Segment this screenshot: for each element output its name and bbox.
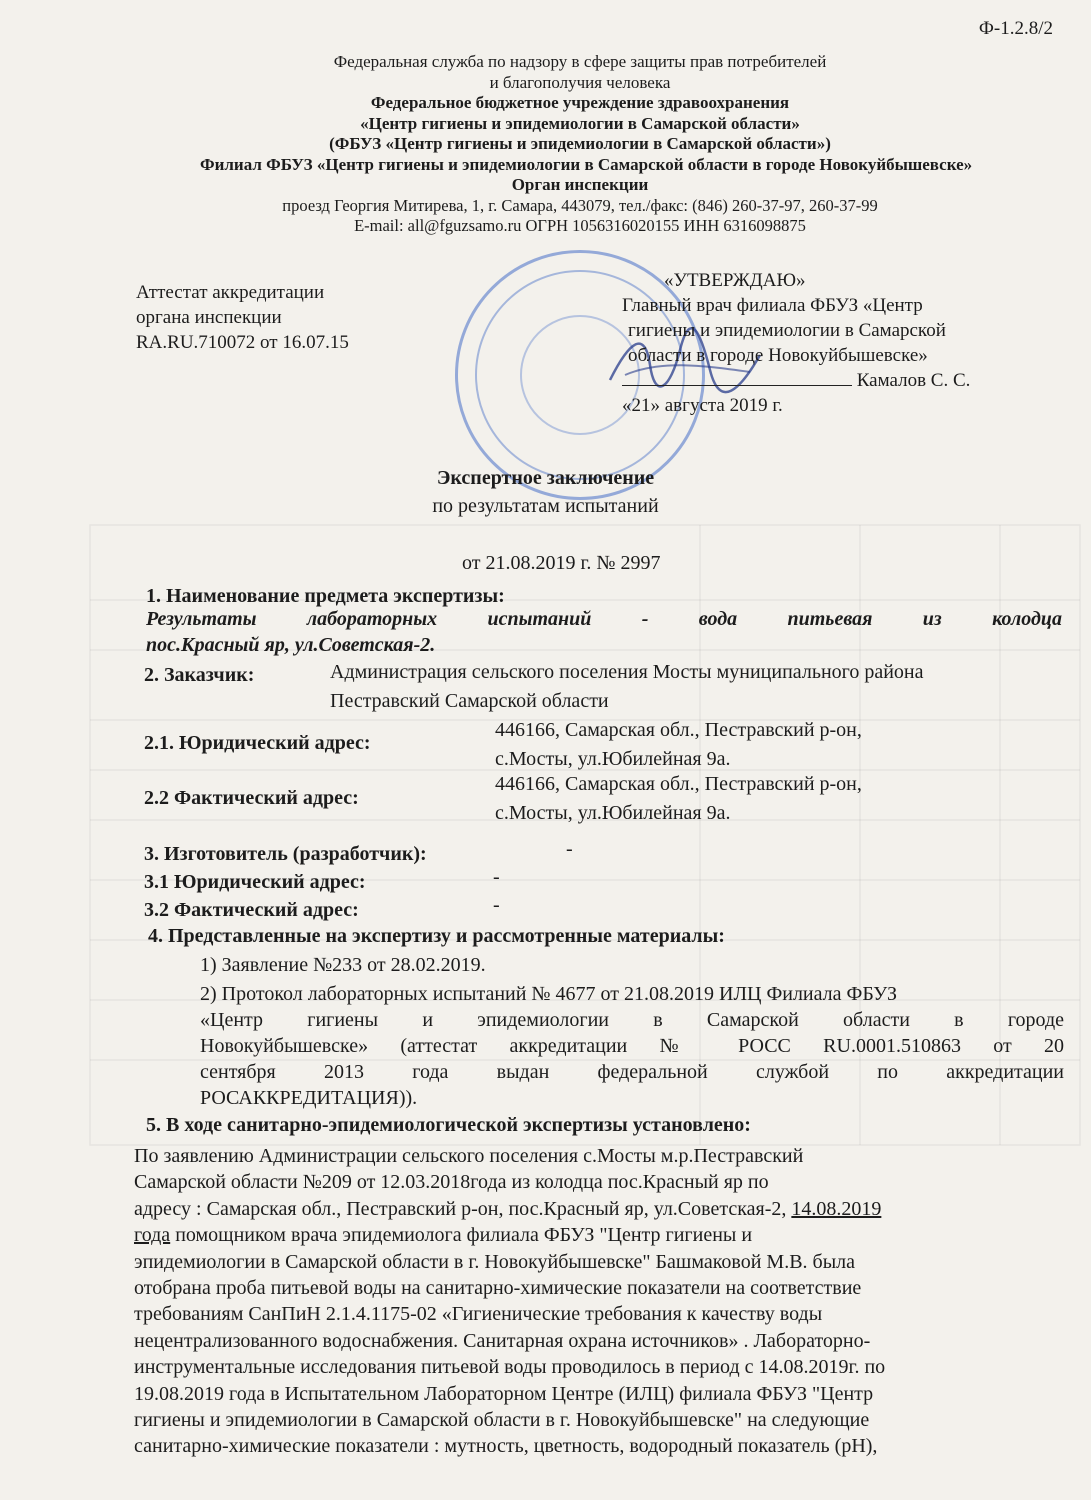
approval-line: гигиены и эпидемиологии в Самарской xyxy=(628,320,946,341)
sampling-date: 14.08.2019 xyxy=(791,1197,882,1220)
body-line: отобрана проба питьевой воды на санитарно-химические показатели на соответствие xyxy=(134,1277,862,1300)
body-line: 19.08.2019 года в Испытательном Лабораторном Центре (ИЛЦ) филиала ФБУЗ "Центр xyxy=(134,1382,874,1405)
subject-word: питьевая xyxy=(787,608,873,630)
section-4-title: 4. Представленные на экспертизу и рассмотренные материалы: xyxy=(148,925,725,947)
form-code: Ф-1.2.8/2 xyxy=(978,18,1053,39)
sampling-date-cont: года xyxy=(134,1224,171,1247)
subject-word: из xyxy=(922,608,942,630)
header-address: проезд Георгия Митирева, 1, г. Самара, 443079, тел./факс: (846) 260-37-97, 260-37-99 xyxy=(282,195,878,215)
signature-line xyxy=(622,385,852,386)
section-1-title: 1. Наименование предмета экспертизы: xyxy=(146,585,505,607)
body-line: нецентрализованного водоснабжения. Санитарная охрана источников» . Лабораторно- xyxy=(134,1329,871,1352)
approval-line: области в городе Новокуйбышевске» xyxy=(628,345,928,366)
body-line: требованиям СанПиН 2.1.4.1175-02 «Гигиенические требования к качеству воды xyxy=(134,1303,823,1326)
accreditation-number: RA.RU.710072 от 16.07.15 xyxy=(136,332,349,353)
material-item-cont: Новокуйбышевске» (аттестат аккредитации № РОСС RU.0001.510863 от 20 xyxy=(200,1035,1064,1057)
section-5-body xyxy=(134,1143,1064,1460)
section-5-title: 5. В ходе санитарно-эпидемиологической экспертизы установлено: xyxy=(146,1114,751,1136)
body-line xyxy=(134,1196,1064,1222)
approval-heading: «УТВЕРЖДАЮ» xyxy=(664,270,806,291)
customer-name-cont: Пестравский Самарской области xyxy=(330,690,609,712)
header-bold-line: «Центр гигиены и эпидемиологии в Самарской области» xyxy=(360,113,800,133)
material-item-cont: «Центр гигиены и эпидемиологии в Самарской области в городе xyxy=(200,1009,1064,1031)
subject-word: колодца xyxy=(992,608,1062,630)
customer-name: Администрация сельского поселения Мосты муниципального района xyxy=(330,661,924,683)
actual-address: 446166, Самарская обл., Пестравский р-он, xyxy=(495,773,862,795)
accreditation-block xyxy=(136,280,349,355)
document-date-number: от 21.08.2019 г. № 2997 xyxy=(462,552,661,574)
header-bold-line: Филиал ФБУЗ «Центр гигиены и эпидемиологии в Самарской области в городе Новокуйбышевске» xyxy=(200,154,973,174)
approval-block xyxy=(622,268,970,418)
subject-word: - xyxy=(641,608,649,630)
section-3-2-label: 3.2 Фактический адрес: xyxy=(144,899,359,921)
manufacturer-legal-address: - xyxy=(493,866,500,888)
legal-address: 446166, Самарская обл., Пестравский р-он, xyxy=(495,719,862,741)
body-text: адресу : Самарская обл., Пестравский р-он, пос.Красный яр, ул.Советская-2, xyxy=(134,1197,792,1220)
header-line: Федеральная служба по надзору в сфере защиты прав потребителей xyxy=(333,52,827,71)
section-2-2-label: 2.2 Фактический адрес: xyxy=(144,787,359,809)
body-line: гигиены и эпидемиологии в Самарской области в г. Новокуйбышевске" на следующие xyxy=(134,1409,870,1432)
header-contacts: E-mail: all@fguzsamo.ru ОГРН 1056316020155 ИНН 6316098875 xyxy=(354,216,806,235)
subject-word: Результаты xyxy=(146,608,257,630)
section-2-1-label: 2.1. Юридический адрес: xyxy=(144,732,371,754)
accreditation-line: органа инспекции xyxy=(136,307,282,328)
approval-line: Главный врач филиала ФБУЗ «Центр xyxy=(622,295,923,316)
subject-word: испытаний xyxy=(487,608,592,630)
manufacturer-actual-address: - xyxy=(493,894,500,916)
section-1-subject-cont: пос.Красный яр, ул.Советская-2. xyxy=(146,634,436,656)
document-subtitle: по результатам испытаний xyxy=(432,495,659,517)
header-line: и благополучия человека xyxy=(489,72,671,92)
section-3-1-label: 3.1 Юридический адрес: xyxy=(144,871,366,893)
body-line: эпидемиологии в Самарской области в г. Новокуйбышевске" Башмаковой М.В. была xyxy=(134,1250,856,1273)
section-3-label: 3. Изготовитель (разработчик): xyxy=(144,843,427,865)
material-item-cont: РОСАККРЕДИТАЦИЯ)). xyxy=(200,1087,418,1109)
header-bold-line: Орган инспекции xyxy=(511,175,649,194)
body-line xyxy=(134,1222,1064,1248)
actual-address-cont: с.Мосты, ул.Юбилейная 9а. xyxy=(495,802,731,824)
header-bold-line: (ФБУЗ «Центр гигиены и эпидемиологии в Самарской области») xyxy=(329,134,831,153)
manufacturer-value: - xyxy=(566,838,573,860)
section-1-subject xyxy=(146,608,1062,631)
subject-word: вода xyxy=(698,608,738,630)
body-text: помощником врача эпидемиолога филиала ФБУЗ "Центр гигиены и xyxy=(170,1224,753,1247)
subject-word: лабораторных xyxy=(306,608,438,630)
document-title: Экспертное заключение xyxy=(436,467,655,489)
legal-address-cont: с.Мосты, ул.Юбилейная 9а. xyxy=(495,748,731,770)
material-item: 2) Протокол лабораторных испытаний № 4677 от 21.08.2019 ИЛЦ Филиала ФБУЗ xyxy=(200,983,898,1005)
approval-date: «21» августа 2019 г. xyxy=(622,395,783,416)
body-line: Самарской области №209 от 12.03.2018года из колодца пос.Красный яр по xyxy=(134,1171,769,1194)
material-item-cont: сентября 2013 года выдан федеральной службой по аккредитации xyxy=(200,1061,1064,1083)
body-line: По заявлению Администрации сельского поселения с.Мосты м.р.Пестравский xyxy=(134,1145,804,1167)
body-line: санитарно-химические показатели : мутность, цветность, водородный показатель (рН), xyxy=(134,1435,878,1458)
header-bold-line: Федеральное бюджетное учреждение здравоохранения xyxy=(370,93,790,112)
approval-signer: Камалов С. С. xyxy=(856,370,971,391)
body-line: инструментальные исследования питьевой воды проводилось в период с 14.08.2019г. по xyxy=(134,1356,886,1379)
material-item: 1) Заявление №233 от 28.02.2019. xyxy=(200,954,486,976)
section-2-label: 2. Заказчик: xyxy=(144,664,255,686)
organization-header xyxy=(200,52,973,237)
accreditation-line: Аттестат аккредитации xyxy=(136,282,325,303)
